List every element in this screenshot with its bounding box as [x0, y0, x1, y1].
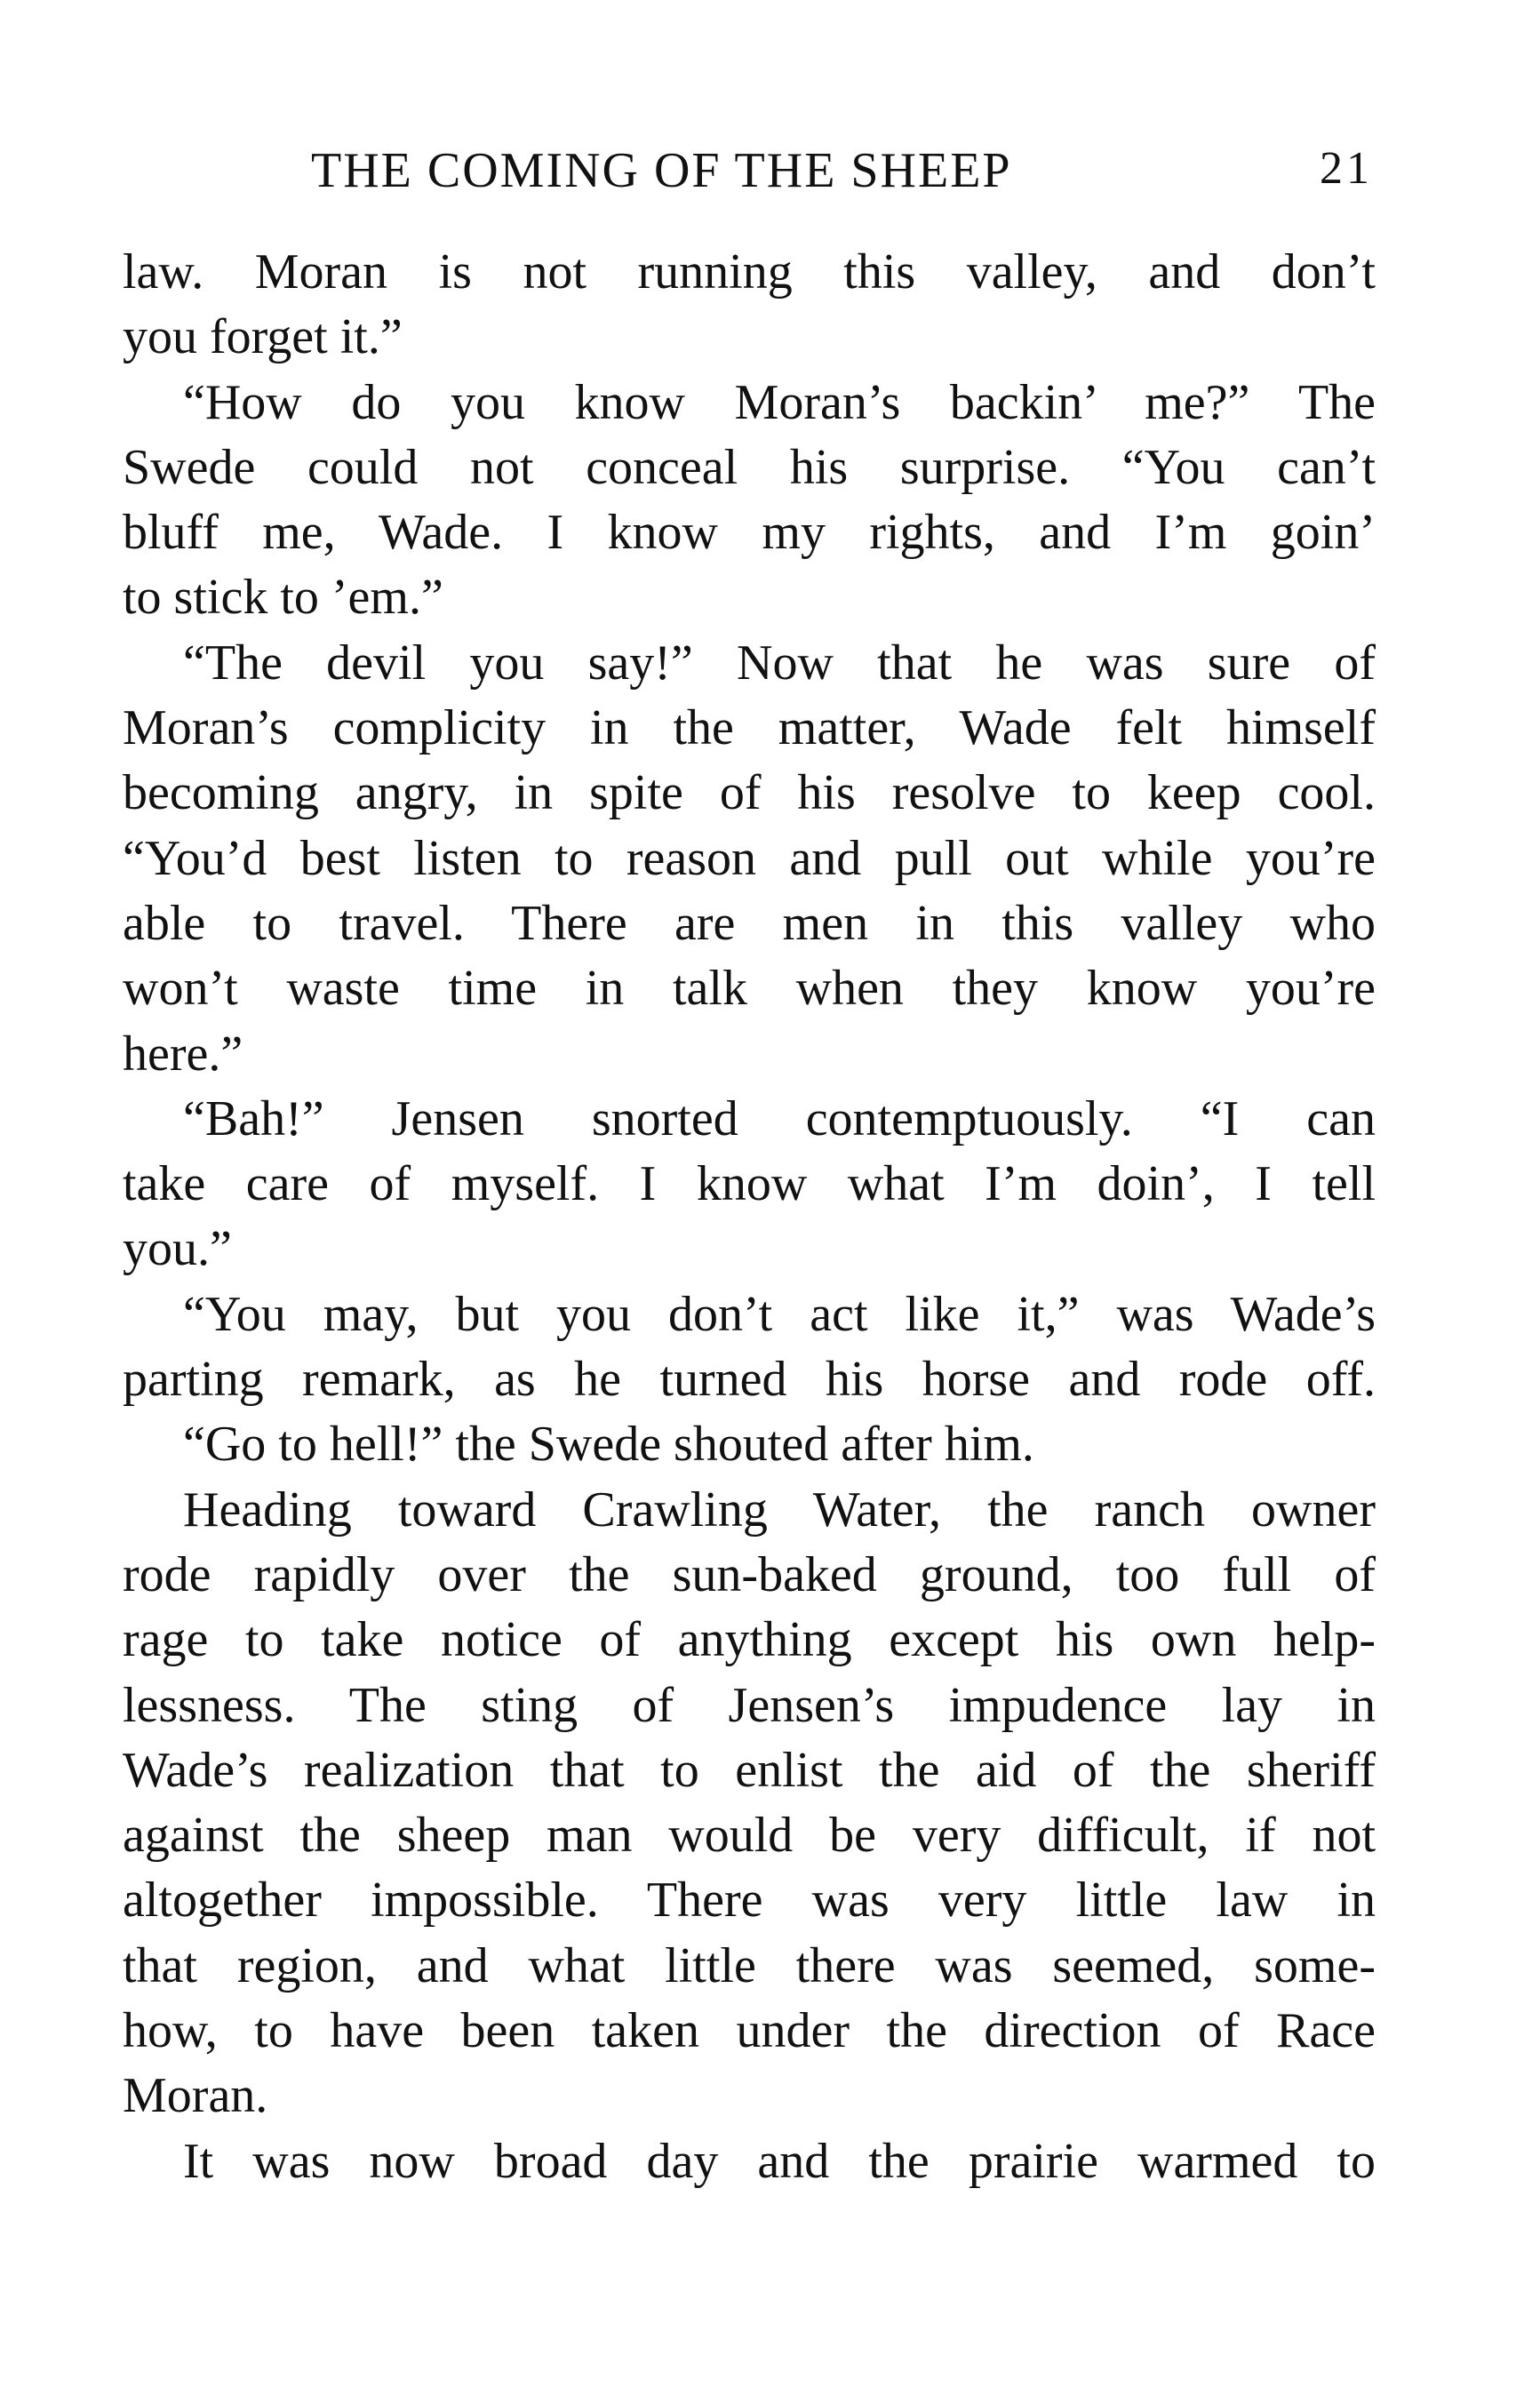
body-text: [123, 240, 1376, 2194]
text-line: rage to take notice of anything except his own help-: [123, 1612, 1376, 1668]
text-line: able to travel. There are men in this valley who: [123, 895, 1376, 951]
text-line: becoming angry, in spite of his resolve to keep cool.: [123, 765, 1376, 821]
text-line: parting remark, as he turned his horse and rode off.: [123, 1352, 1376, 1408]
text-line: Heading toward Crawling Water, the ranch owner: [183, 1482, 1376, 1537]
text-line: here.”: [123, 1026, 243, 1082]
text-line: lessness. The sting of Jensen’s impudence lay in: [123, 1677, 1376, 1733]
text-line: “Go to hell!” the Swede shouted after him.: [183, 1417, 1034, 1473]
page-number: 21: [1320, 143, 1373, 194]
text-line: It was now broad day and the prairie warmed to: [183, 2133, 1376, 2189]
text-line: you forget it.”: [123, 309, 403, 365]
text-line: take care of myself. I know what I’m doin’, I tell: [123, 1156, 1376, 1212]
text-line: rode rapidly over the sun-baked ground, too full of: [123, 1546, 1376, 1602]
text-line: “Bah!” Jensen snorted contemptuously. “I can: [183, 1090, 1376, 1146]
text-line: won’t waste time in talk when they know you’re: [123, 961, 1376, 1017]
text-line: you.”: [123, 1221, 232, 1277]
text-line: bluff me, Wade. I know my rights, and I’m goin’: [123, 505, 1376, 561]
running-title: THE COMING OF THE SHEEP: [311, 143, 1012, 198]
text-line: how, to have been taken under the direction of Race: [123, 2003, 1376, 2059]
text-line: Wade’s realization that to enlist the aid of the sheriff: [123, 1742, 1376, 1798]
text-line: “The devil you say!” Now that he was sure of: [183, 635, 1376, 691]
text-line: that region, and what little there was seemed, some-: [123, 1937, 1376, 1993]
text-line: against the sheep man would be very difficult, if not: [123, 1808, 1376, 1864]
text-line: law. Moran is not running this valley, and don’t: [123, 244, 1376, 300]
text-line: altogether impossible. There was very little law in: [123, 1873, 1376, 1929]
text-line: Moran.: [123, 2068, 268, 2124]
text-line: Moran’s complicity in the matter, Wade felt himself: [123, 700, 1376, 756]
text-line: “How do you know Moran’s backin’ me?” The: [183, 374, 1376, 430]
text-line: to stick to ’em.”: [123, 570, 443, 626]
text-line: “You’d best listen to reason and pull out while you’re: [123, 830, 1376, 886]
running-head: [124, 142, 1373, 204]
text-line: “You may, but you don’t act like it,” was Wade’s: [183, 1286, 1376, 1342]
text-line: Swede could not conceal his surprise. “You can’t: [123, 439, 1376, 495]
